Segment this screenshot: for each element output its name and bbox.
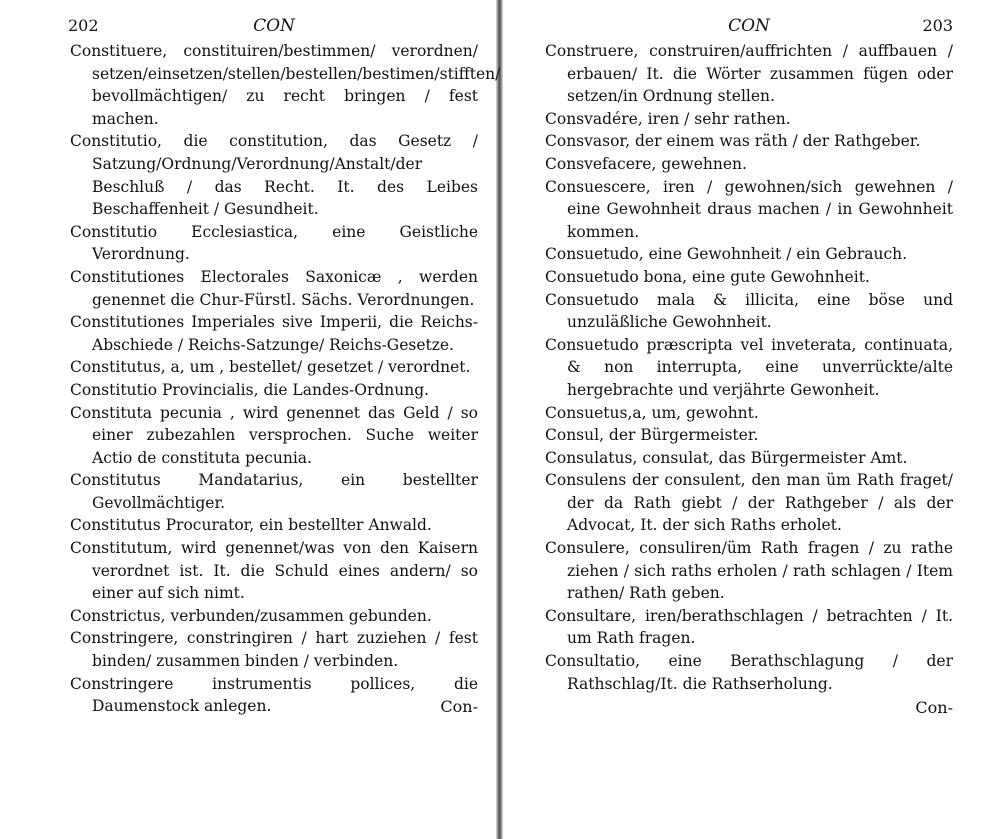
entry-headword: Consultare bbox=[545, 606, 632, 625]
entry-headword: Consuetudo præscripta vel inveterata, continuata, & non interrupta bbox=[545, 335, 953, 377]
entry-headword: Consuescere bbox=[545, 177, 646, 196]
entry-definition: , eine gute Gewohnheit. bbox=[682, 267, 870, 286]
dictionary-entry bbox=[545, 334, 953, 402]
dictionary-entry bbox=[70, 627, 478, 672]
entry-headword: Consulere bbox=[545, 539, 625, 558]
entry-definition: , ein bestellter Anwald. bbox=[249, 516, 432, 535]
dictionary-entry bbox=[70, 311, 478, 356]
entry-headword: Constituta pecunia bbox=[70, 403, 222, 422]
running-head: CON bbox=[728, 16, 770, 36]
entry-definition: , eine unverrückte/alte hergebrachte und verjährte Gewonheit. bbox=[567, 358, 954, 399]
entry-definition: , eine Geistliche Verordnung. bbox=[92, 222, 478, 264]
entry-headword: Constitutus Mandatarius bbox=[70, 471, 299, 490]
entry-list bbox=[545, 40, 953, 695]
dictionary-entry bbox=[545, 605, 953, 650]
dictionary-entry bbox=[545, 402, 953, 425]
running-head: CON bbox=[253, 16, 295, 36]
entry-definition: , iren/berathschlagen / betrachten / It. um Rath fragen. bbox=[567, 606, 953, 648]
dictionary-entry bbox=[545, 537, 953, 605]
page-number: 203 bbox=[922, 16, 953, 35]
dictionary-entry bbox=[70, 379, 478, 402]
entry-headword: Constringere bbox=[70, 629, 174, 648]
entry-definition: , constituiren/bestimmen/ verordnen/ setzen/einsetzen/stellen/bestellen/bestimen/stifften/ bevollmächtigen/ zu recht bringen / fest machen. bbox=[92, 42, 501, 128]
entry-definition: , die Daumenstock anlegen. bbox=[92, 674, 479, 716]
entry-headword: Constituere bbox=[70, 42, 163, 60]
entry-definition: , consuliren/üm Rath fragen / zu rathe ziehen / sich raths erholen / rath schlagen / Item rathen/ Rath geben. bbox=[567, 539, 953, 603]
entry-definition: der consulent, den man üm Rath fraget/ der da Rath giebt / der Rathgeber / als der Advocat, It. der sich Raths erholet. bbox=[567, 471, 953, 535]
entry-definition: , verbunden/zusammen gebunden. bbox=[160, 606, 432, 625]
right-page bbox=[545, 16, 953, 719]
entry-headword: Constitutio bbox=[70, 132, 158, 151]
entry-definition: , wird genennet das Geld / so einer zubezahlen versprochen. Suche weiter Actio de constituta pecunia. bbox=[92, 403, 478, 467]
dictionary-entry bbox=[70, 402, 478, 470]
entry-definition: , consulat, das Bürgermeister Amt. bbox=[632, 448, 908, 467]
entry-definition: , constringiren / hart zuziehen / fest binden/ zusammen binden / verbinden. bbox=[92, 629, 478, 671]
dictionary-entry bbox=[545, 469, 953, 537]
dictionary-entry bbox=[70, 130, 478, 220]
book-gutter bbox=[496, 0, 503, 839]
entry-definition: , ein bestellter Gevollmächtiger. bbox=[92, 471, 478, 512]
entry-definition: , die Landes-Ordnung. bbox=[253, 380, 430, 399]
entry-list bbox=[70, 40, 501, 718]
entry-headword: Consuetudo mala & illicita bbox=[545, 290, 795, 309]
dictionary-entry bbox=[545, 447, 953, 470]
page-number: 202 bbox=[68, 16, 99, 35]
dictionary-entry bbox=[545, 266, 953, 289]
dictionary-entry bbox=[70, 40, 501, 130]
entry-definition: , iren / gewohnen/sich gewehnen / eine Gewohnheit draus machen / in Gewohnheit kommen. bbox=[567, 177, 953, 241]
dictionary-entry bbox=[545, 176, 953, 244]
entry-headword: Constitutus Procurator bbox=[70, 516, 250, 535]
entry-headword: Constitutio Ecclesiastica bbox=[70, 222, 294, 241]
dictionary-entry bbox=[70, 356, 478, 379]
entry-definition: , iren / sehr rathen. bbox=[637, 109, 791, 128]
dictionary-entry bbox=[545, 153, 953, 176]
entry-headword: Consultatio bbox=[545, 652, 636, 671]
entry-definition: , die constitution, das Gesetz / Satzung/Ordnung/Verordnung/Anstalt/der Beschluß / das Recht. It. des Leibes Beschaffenheit / Gesundheit. bbox=[92, 132, 478, 219]
dictionary-entry bbox=[545, 289, 953, 334]
entry-headword: Constrictus bbox=[70, 606, 161, 625]
entry-headword: Consvefacere bbox=[545, 154, 652, 173]
dictionary-entry bbox=[70, 469, 478, 514]
dictionary-entry bbox=[545, 424, 953, 447]
dictionary-entry bbox=[545, 130, 953, 153]
dictionary-entry bbox=[70, 266, 478, 311]
right-page-header bbox=[545, 16, 953, 40]
dictionary-entry bbox=[70, 537, 478, 605]
entry-definition: , werden genennet die Chur-Fürstl. Sächs. Verordnungen. bbox=[92, 267, 478, 309]
entry-headword: Consulens bbox=[545, 471, 627, 490]
entry-definition: , wird genennet/was von den Kaisern verordnet ist. It. die Schuld eines andern/ so einer auf sich nimt. bbox=[92, 539, 478, 603]
entry-headword: Consulatus bbox=[545, 448, 633, 467]
entry-headword: Consuetus bbox=[545, 403, 628, 422]
dictionary-entry bbox=[545, 40, 953, 108]
entry-headword: Constitutus bbox=[70, 358, 161, 377]
entry-headword: Constitutio Provincialis bbox=[70, 380, 254, 399]
entry-definition: , a, um , bestellet/ gesetzet / verordnet. bbox=[160, 358, 471, 377]
left-page bbox=[68, 16, 501, 718]
entry-headword: Constitutum bbox=[70, 539, 168, 558]
entry-headword: Constitutiones Electorales Saxonicæ bbox=[70, 267, 382, 286]
entry-definition: , der einem was räth / der Rathgeber. bbox=[625, 132, 921, 151]
entry-headword: Consvadére bbox=[545, 109, 638, 128]
entry-headword: Construere bbox=[545, 42, 634, 60]
entry-headword: Constitutiones Imperiales sive Imperii bbox=[70, 313, 378, 332]
entry-headword: Consuetudo bona bbox=[545, 267, 683, 286]
dictionary-entry bbox=[70, 605, 478, 628]
dictionary-entry bbox=[545, 243, 953, 266]
entry-headword: Consvasor bbox=[545, 132, 626, 151]
entry-definition: , construiren/auffrichten / auffbauen / erbauen/ It. die Wörter zusammen fügen oder setzen/in Ordnung stellen. bbox=[567, 42, 953, 106]
entry-definition: , der Bürgermeister. bbox=[599, 426, 759, 445]
catchword: Con- bbox=[440, 696, 478, 716]
dictionary-entry bbox=[545, 108, 953, 131]
entry-definition: , eine böse und unzuläßliche Gewohnheit. bbox=[567, 290, 954, 332]
dictionary-entry bbox=[545, 650, 953, 695]
catchword: Con- bbox=[915, 698, 953, 718]
left-page-header bbox=[70, 16, 478, 40]
entry-headword: Consuetudo bbox=[545, 245, 639, 264]
entry-definition: , gewehnen. bbox=[651, 154, 747, 173]
entry-definition: , eine Berathschlagung / der Rathschlag/It. die Rathserholung. bbox=[567, 652, 953, 693]
entry-definition: ,a, um, gewohnt. bbox=[627, 403, 759, 422]
entry-headword: Consul bbox=[545, 426, 600, 445]
dictionary-entry bbox=[70, 514, 478, 537]
entry-definition: , eine Gewohnheit / ein Gebrauch. bbox=[638, 245, 908, 264]
entry-headword: Constringere instrumentis pollices bbox=[70, 674, 411, 693]
entry-definition: , die Reichs-Abschiede / Reichs-Satzunge/ Reichs-Gesetze. bbox=[92, 313, 478, 354]
dictionary-entry bbox=[70, 221, 478, 266]
